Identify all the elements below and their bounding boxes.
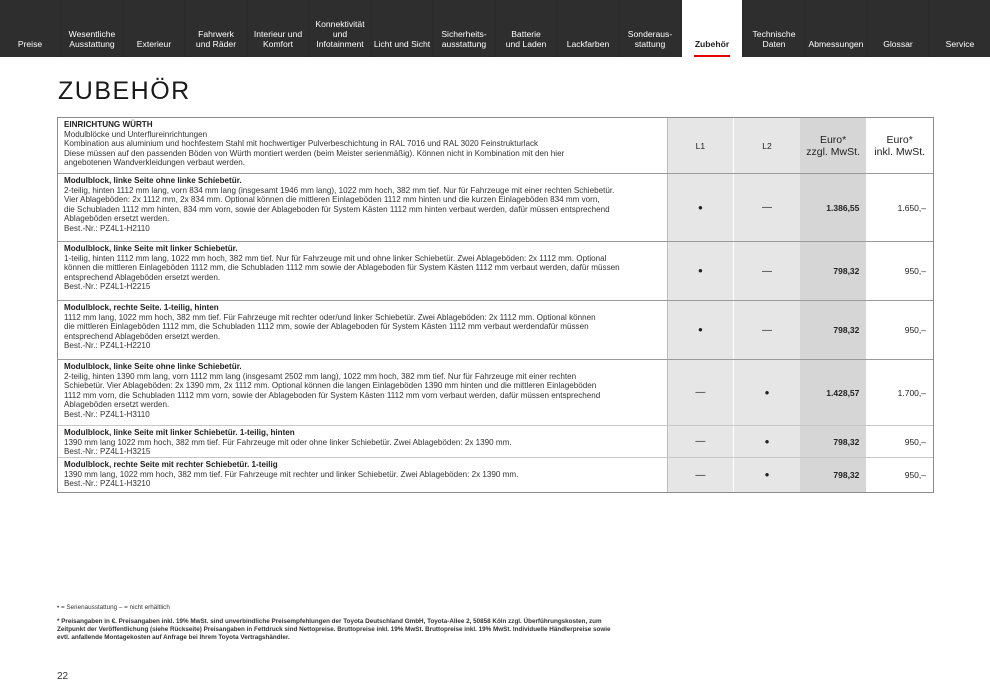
table-row	[58, 457, 933, 492]
price-value: 950,–	[904, 325, 926, 335]
page-number: 22	[57, 671, 69, 682]
cell-l1	[667, 360, 734, 425]
price-value: 950,–	[904, 470, 926, 480]
row-line: Vier Ablageböden: 2x 1112 mm, 2x 834 mm. Optional können die mittleren Einlageböden 1112 mm hinten und die kurzen Einlageböden 834 mm vorn,	[64, 195, 600, 205]
cell-price-net	[800, 426, 867, 457]
row-line: 1112 mm lang, 1022 mm hoch, 382 mm tief. Für Fahrzeuge mit rechter oder/und linker Schiebetür. Zwei Ablageböden: 2x 1112 mm. Optional können	[64, 312, 596, 322]
cell-price-gross	[866, 174, 933, 241]
not-available-dash: —	[761, 265, 772, 277]
cell-price-net	[800, 174, 867, 241]
not-available-dash: —	[695, 387, 706, 398]
price-value: 1.428,57	[826, 387, 860, 398]
table-header-line: angebotenen Wandverkleidungen verbaut werden.	[64, 158, 246, 168]
cell-price-gross	[866, 360, 933, 425]
table-header-line: Diese müssen auf den passenden Böden von Würth montiert werden (beim Meister serienmäßig). Können nicht in Kombination mit den hier	[64, 148, 565, 158]
nav-tab-label: Sonderaus- stattung	[627, 29, 673, 49]
nav-tab-15[interactable]	[930, 0, 990, 57]
row-line: Best.-Nr.: PZ4L1-H3215	[64, 447, 151, 457]
table-header-line: Kombination aus aluminium und hochfestem Stahl mit hochwertiger Pulverbeschichtung in RAL 7016 und RAL 3020 Feinstrukturlack	[64, 139, 539, 149]
row-line: 2-teilig, hinten 1390 mm lang, vorn 1112 mm lang (insgesamt 2502 mm lang), 1022 mm hoch, 382 mm tief. Nur für Fahrzeuge mit einer rechten	[64, 371, 577, 381]
price-value: 1.700,–	[897, 387, 926, 398]
nav-tab-label: Konnektivität und Infotainment	[315, 19, 365, 49]
nav-tab-6[interactable]	[372, 0, 432, 57]
page-title: ZUBEHÖR	[58, 77, 191, 105]
nav-tab-5[interactable]	[310, 0, 370, 57]
row-line: Schiebetür. Vier Ablageböden: 2x 1390 mm, 2x 1112 mm. Optional können die langen Einlageböden 1390 mm hinten und die mittleren Einlageböden	[64, 381, 597, 391]
standard-dot-icon: •	[764, 467, 770, 482]
row-title: Modulblock, rechte Seite mit rechter Schiebetür. 1-teilig	[64, 460, 278, 469]
nav-tab-label: Abmessungen	[808, 39, 864, 49]
row-line: die mittleren Einlageböden 1112 mm, die Schubladen 1112 mm, sowie der Ablageboden für System Kästen 1112 mm verbaut werdendafür müssen	[64, 322, 589, 332]
standard-dot-icon: •	[764, 433, 770, 449]
row-line: 1-teilig, hinten 1112 mm lang, 1022 mm hoch, 382 mm tief. Nur für Fahrzeuge mit und ohne linker Schiebetür. Zwei Ablageböden: 2x 1112 mm. Optional	[64, 253, 607, 263]
top-navigation	[0, 0, 990, 57]
column-header-l2: L2	[733, 118, 800, 173]
cell-price-net	[800, 360, 867, 425]
column-header-price-gross: Euro* inkl. MwSt.	[866, 118, 933, 173]
row-title: Modulblock, linke Seite mit linker Schiebetür. 1-teilig, hinten	[64, 428, 295, 437]
table-header-row	[58, 118, 933, 173]
price-value: 798,32	[833, 470, 860, 480]
price-value: 950,–	[904, 266, 926, 276]
nav-tab-11[interactable]	[682, 0, 742, 57]
nav-tab-label: Interieur und Komfort	[253, 29, 303, 49]
table-row	[58, 241, 933, 300]
price-value: 798,32	[833, 325, 860, 335]
row-line: Best.-Nr.: PZ4L1-H3210	[64, 479, 151, 489]
table-body	[58, 173, 933, 492]
cell-l2	[733, 301, 800, 359]
nav-tab-12[interactable]	[744, 0, 804, 57]
cell-price-gross	[866, 426, 933, 457]
cell-price-net	[800, 242, 867, 300]
row-title: Modulblock, linke Seite mit linker Schiebetür.	[64, 244, 238, 253]
nav-tab-label: Batterie und Laden	[505, 29, 547, 49]
cell-price-net	[800, 458, 867, 492]
row-line: Best.-Nr.: PZ4L1-H2110	[64, 223, 150, 233]
column-header-price-net: Euro* zzgl. MwSt.	[800, 118, 867, 173]
row-line: können die mittleren Einlageböden 1112 mm, die Schubladen 1112 mm sowie der Ablageboden für System Kästen 1112 mm verbaut werden, dafür müssen	[64, 263, 620, 273]
cell-price-gross	[866, 242, 933, 300]
nav-tab-label: Technische Daten	[752, 29, 796, 49]
nav-tab-label: Zubehör	[694, 39, 730, 49]
standard-dot-icon: •	[764, 384, 770, 400]
cell-l1	[667, 458, 734, 492]
price-footnote: * Preisangaben in €. Preisangaben inkl. 19% MwSt. sind unverbindliche Preisempfehlungen der Toyota Deutschland GmbH, Toyota-Allee 2, 50858 Köln zzgl. Überführungskosten, zum Zeitpunkt der Veröffentlichung (siehe Rückseite) Preisangaben in Fettdruck sind Nettopreise. Bruttopreise inkl. 19% MwSt. Bruttopreise inkl. 19% MwSt. Individuelle Händlerpreise sowie evtl. anfallende Montagekosten auf Anfrage bei Ihrem Toyota Vertragshändler.	[57, 618, 611, 642]
table-header-description	[58, 118, 667, 173]
cell-l1	[667, 242, 734, 300]
nav-tab-label: Fahrwerk und Räder	[195, 29, 237, 49]
cell-l2	[733, 458, 800, 492]
cell-l1	[667, 426, 734, 457]
row-line: entsprechend Ablageböden ersetzt werden.	[64, 331, 221, 341]
row-line: Ablageböden ersetzt werden.	[64, 400, 170, 410]
nav-tab-label: Wesentliche Ausstattung	[68, 29, 116, 49]
nav-tab-3[interactable]	[186, 0, 246, 57]
standard-dot-icon: •	[698, 263, 703, 278]
not-available-dash: —	[761, 324, 772, 336]
nav-tab-0[interactable]	[0, 0, 60, 57]
row-title: Modulblock, linke Seite ohne linke Schiebetür.	[64, 362, 242, 371]
table-row	[58, 425, 933, 457]
cell-price-gross	[866, 301, 933, 359]
row-title: Modulblock, rechte Seite. 1-teilig, hinten	[64, 303, 219, 312]
cell-l2	[733, 174, 800, 241]
nav-tab-label: Service	[945, 39, 975, 49]
row-description	[58, 360, 667, 425]
price-value: 1.650,–	[897, 202, 926, 213]
nav-tab-14[interactable]	[868, 0, 928, 57]
price-value: 950,–	[904, 436, 926, 447]
nav-tab-1[interactable]	[62, 0, 122, 57]
row-line: 1390 mm lang 1022 mm hoch, 382 mm tief. Für Fahrzeuge mit oder ohne linker Schiebetür. Zwei Ablageböden: 2x 1390 mm.	[64, 437, 512, 447]
row-description	[58, 426, 667, 457]
row-line: 2-teilig, hinten 1112 mm lang, vorn 834 mm lang (insgesamt 1946 mm lang), 1022 mm hoch, 382 mm tief. Nur für Fahrzeuge mit einer rechten Schiebetür.	[64, 185, 615, 195]
cell-l2	[733, 426, 800, 457]
row-description	[58, 301, 667, 359]
row-line: Best.-Nr.: PZ4L1-H2210	[64, 341, 151, 351]
legend-footnote: • = Serienausstattung – = nicht erhältlich	[57, 604, 170, 611]
nav-tab-label: Preise	[17, 39, 43, 49]
nav-tab-label: Glossar	[883, 39, 913, 49]
standard-dot-icon: •	[698, 322, 703, 337]
cell-l1	[667, 174, 734, 241]
price-value: 798,32	[833, 266, 860, 276]
cell-l2	[733, 360, 800, 425]
table-header-title: EINRICHTUNG WÜRTH	[64, 120, 153, 129]
table-row	[58, 359, 933, 425]
nav-tab-10[interactable]	[620, 0, 680, 57]
column-header-l1: L1	[667, 118, 734, 173]
nav-tab-8[interactable]	[496, 0, 556, 57]
nav-tab-label: Exterieur	[136, 39, 172, 49]
row-line: 1112 mm vorn, die Schubladen 1112 mm vorn, sowie der Ablageboden für System Kästen 1112 mm vorn verbaut werden, dafür müssen entsprechend	[64, 390, 601, 400]
not-available-dash: —	[695, 436, 706, 447]
nav-tab-label: Licht und Sicht	[373, 39, 431, 49]
nav-tab-13[interactable]	[806, 0, 866, 57]
row-line: Best.-Nr.: PZ4L1-H2215	[64, 282, 151, 292]
cell-l1	[667, 301, 734, 359]
row-line: entsprechend Ablageböden ersetzt werden.	[64, 272, 221, 282]
price-value: 1.386,55	[826, 202, 860, 213]
row-line: die Schubladen 1112 mm hinten, 834 mm vorn, sowie der Ablageboden für System Kästen 1112 mm hinten verbaut werden, dafür müssen entsprechend	[64, 204, 610, 214]
table-row	[58, 173, 933, 241]
accessory-table	[57, 117, 934, 493]
row-description	[58, 242, 667, 300]
price-value: 798,32	[833, 436, 860, 447]
cell-l2	[733, 242, 800, 300]
row-title: Modulblock, linke Seite ohne linke Schiebetür.	[64, 176, 242, 185]
cell-price-net	[800, 301, 867, 359]
not-available-dash: —	[761, 202, 772, 213]
nav-tab-9[interactable]	[558, 0, 618, 57]
not-available-dash: —	[695, 469, 706, 481]
row-line: Ablageböden ersetzt werden.	[64, 214, 170, 224]
row-line: Best.-Nr.: PZ4L1-H3110	[64, 409, 150, 419]
cell-price-gross	[866, 458, 933, 492]
nav-tab-4[interactable]	[248, 0, 308, 57]
table-header-line: Modulblöcke und Unterflureinrichtungen	[64, 129, 208, 139]
row-description	[58, 174, 667, 241]
row-line: 1390 mm lang, 1022 mm hoch, 382 mm tief. Für Fahrzeuge mit rechter und linker Schiebetür. Zwei Ablageböden: 2x 1390 mm.	[64, 469, 519, 479]
row-description	[58, 458, 667, 492]
nav-tab-2[interactable]	[124, 0, 184, 57]
nav-tab-7[interactable]	[434, 0, 494, 57]
table-row	[58, 300, 933, 359]
standard-dot-icon: •	[698, 199, 703, 215]
nav-tab-label: Lackfarben	[566, 39, 610, 49]
nav-tab-label: Sicherheits- ausstattung	[441, 29, 487, 49]
